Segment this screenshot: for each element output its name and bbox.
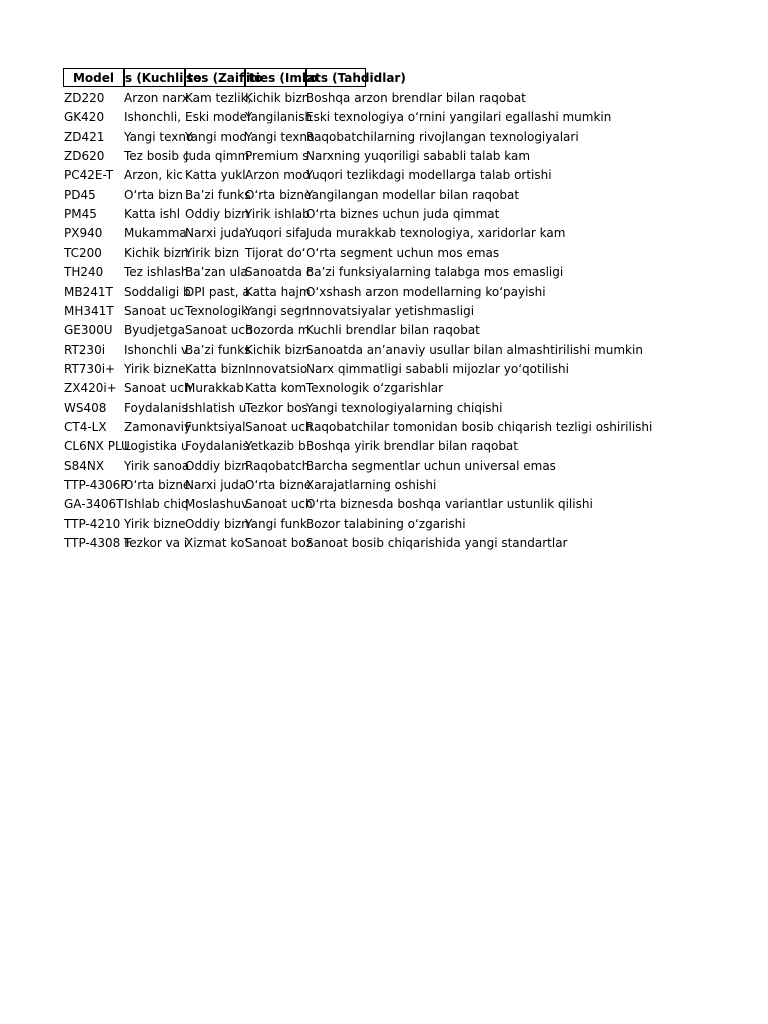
model-cell[interactable]: PX940 <box>64 226 103 241</box>
opportunities-cell[interactable]: Yirik ishlab <box>245 207 310 222</box>
opportunities-cell[interactable]: Kichik bizn <box>245 91 310 105</box>
strengths-cell[interactable]: Logistika u <box>124 439 189 454</box>
table-row <box>0 321 768 340</box>
weaknesses-cell[interactable]: Xizmat ko‘ <box>185 536 249 551</box>
threats-cell[interactable]: Xarajatlarning oshishi <box>306 478 437 492</box>
table-row <box>0 108 768 127</box>
strengths-cell[interactable]: Byudjetga <box>124 323 185 338</box>
table-row <box>0 515 768 534</box>
threats-cell[interactable]: Narxning yuqoriligi sababli talab kam <box>306 149 531 164</box>
strengths-cell[interactable]: O‘rta bizne <box>124 478 191 492</box>
table-row <box>0 224 768 243</box>
header-cell-opportunities[interactable]: ities (Imko <box>245 68 306 87</box>
weaknesses-cell[interactable]: Murakkab <box>185 381 244 396</box>
table-row <box>0 418 768 437</box>
strengths-cell[interactable]: Sanoat uc <box>124 303 184 318</box>
opportunities-cell[interactable]: Raqobatch <box>245 458 310 473</box>
opportunities-cell[interactable]: Kichik bizn <box>245 342 310 357</box>
strengths-cell[interactable]: Ishonchli, <box>124 110 182 125</box>
weaknesses-cell[interactable]: Sanoat uch <box>185 323 253 338</box>
strengths-cell[interactable]: Yangi texno <box>124 129 194 144</box>
weaknesses-cell[interactable]: Oddiy bizn <box>185 207 249 222</box>
model-cell[interactable]: CT4-LX <box>64 419 107 434</box>
weaknesses-cell[interactable]: Oddiy bizn <box>185 458 249 473</box>
threats-cell[interactable]: O‘rta segment uchun mos emas <box>306 245 500 260</box>
table-row <box>0 166 768 185</box>
threats-cell[interactable]: O‘rta biznesda boshqa variantlar ustunlik qilishi <box>306 497 593 512</box>
model-cell[interactable]: CL6NX PLU <box>64 439 130 454</box>
opportunities-cell[interactable]: Arzon mod <box>245 168 310 183</box>
strengths-cell[interactable]: O‘rta bizn <box>124 187 183 202</box>
table-row <box>0 379 768 398</box>
table-row <box>0 244 768 263</box>
strengths-cell[interactable]: Foydalanis <box>124 400 188 415</box>
header-cell-strengths[interactable]: s (Kuchli to <box>124 68 185 87</box>
threats-cell[interactable]: Yangilangan modellar bilan raqobat <box>306 187 520 202</box>
threats-cell[interactable]: Ba’zi funksiyalarning talabga mos emasligi <box>306 265 564 280</box>
strengths-cell[interactable]: Sanoat uch <box>124 381 192 396</box>
weaknesses-cell[interactable]: Kam tezlik, <box>185 91 252 105</box>
table-row <box>0 205 768 224</box>
weaknesses-cell[interactable]: Foydalanis <box>185 439 249 454</box>
strengths-cell[interactable]: Yirik bizne <box>124 516 186 531</box>
strengths-cell[interactable]: Kichik bizn <box>124 245 189 260</box>
opportunities-cell[interactable]: Yuqori sifa <box>245 226 307 241</box>
header-cell-model[interactable]: Model <box>63 68 124 87</box>
table-row <box>0 263 768 282</box>
model-cell[interactable]: PC42E-T <box>64 168 114 183</box>
model-cell[interactable]: PM45 <box>64 207 97 222</box>
weaknesses-cell[interactable]: Juda qimm <box>185 149 250 164</box>
strengths-cell[interactable]: Yirik sanoa <box>124 458 190 473</box>
weaknesses-cell[interactable]: Narxi juda <box>185 478 247 492</box>
model-cell[interactable]: TC200 <box>64 245 102 260</box>
model-cell[interactable]: WS408 <box>64 400 107 415</box>
table-row <box>0 476 768 495</box>
threats-cell[interactable]: O‘rta biznes uchun juda qimmat <box>306 207 500 222</box>
model-cell[interactable]: TH240 <box>64 265 104 280</box>
threats-cell[interactable]: Texnologik o‘zgarishlar <box>306 381 444 396</box>
model-cell[interactable]: S84NX <box>64 458 105 473</box>
opportunities-cell[interactable]: Yangilanish <box>245 110 313 125</box>
opportunities-cell[interactable]: O‘rta bizne <box>245 478 312 492</box>
threats-cell[interactable]: Barcha segmentlar uchun universal emas <box>306 458 556 473</box>
threats-cell[interactable]: Boshqa arzon brendlar bilan raqobat <box>306 91 526 105</box>
weaknesses-cell[interactable]: Ba’zi funks <box>185 342 251 357</box>
table-row <box>0 341 768 360</box>
table-row <box>0 437 768 456</box>
strengths-cell[interactable]: Ishlab chiq <box>124 497 189 512</box>
strengths-cell[interactable]: Zamonaviy <box>124 419 192 434</box>
threats-cell[interactable]: Yangi texnologiyalarning chiqishi <box>306 400 503 415</box>
opportunities-cell[interactable]: O‘rta bizne <box>245 187 312 202</box>
threats-cell[interactable]: Raqobatchilar tomonidan bosib chiqarish tezligi oshirilishi <box>306 419 653 434</box>
model-cell[interactable]: ZD220 <box>64 91 105 105</box>
weaknesses-cell[interactable]: DPI past, a <box>185 284 250 299</box>
threats-cell[interactable]: Juda murakkab texnologiya, xaridorlar kam <box>306 226 566 241</box>
model-cell[interactable]: GA-3406T <box>64 497 124 512</box>
table-row <box>0 186 768 205</box>
table-row <box>0 89 768 108</box>
threats-cell[interactable]: Bozor talabining o‘zgarishi <box>306 516 466 531</box>
table-row <box>0 495 768 514</box>
opportunities-cell[interactable]: Katta hajm <box>245 284 311 299</box>
table-row <box>0 283 768 302</box>
strengths-cell[interactable]: Ishonchli v <box>124 342 189 357</box>
table-row <box>0 534 768 553</box>
opportunities-cell[interactable]: Yangi texno <box>245 129 315 144</box>
table-row <box>0 128 768 147</box>
table-row <box>0 360 768 379</box>
strengths-cell[interactable]: Arzon, kic <box>124 168 183 183</box>
header-cell-weaknesses[interactable]: ses (Zaif to <box>185 68 245 87</box>
strengths-cell[interactable]: Tez ishlash <box>124 265 189 280</box>
strengths-cell[interactable]: Arzon narx <box>124 91 189 105</box>
model-cell[interactable]: TTP-4308 F <box>64 536 132 551</box>
strengths-cell[interactable]: Soddaligi b <box>124 284 191 299</box>
threats-cell[interactable]: Innovatsiyalar yetishmasligi <box>306 303 475 318</box>
model-cell[interactable]: ZX420i+ <box>64 381 117 396</box>
threats-cell[interactable]: Boshqa yirik brendlar bilan raqobat <box>306 439 518 454</box>
weaknesses-cell[interactable]: Yangi mod <box>185 129 248 144</box>
strengths-cell[interactable]: Katta ishl <box>124 207 181 222</box>
model-cell[interactable]: RT730i+ <box>64 361 116 376</box>
strengths-cell[interactable]: Tez bosib c <box>124 149 190 164</box>
model-cell[interactable]: ZD421 <box>64 129 105 144</box>
model-cell[interactable]: ZD620 <box>64 149 105 164</box>
weaknesses-cell[interactable]: Ba’zi funks <box>185 187 251 202</box>
table-row <box>0 302 768 321</box>
model-cell[interactable]: TTP-4306P <box>64 478 128 492</box>
table-row <box>0 457 768 476</box>
strengths-cell[interactable]: Yirik bizne <box>124 361 186 376</box>
strengths-cell[interactable]: Mukamma <box>124 226 187 241</box>
opportunities-cell[interactable]: Innovatsio <box>245 361 308 376</box>
strengths-cell[interactable]: Tezkor va i <box>124 536 188 551</box>
opportunities-cell[interactable]: Yangi funk <box>245 516 307 531</box>
threats-cell[interactable]: Raqobatchilarning rivojlangan texnologiyalari <box>306 129 579 144</box>
opportunities-cell[interactable]: Sanoatda c <box>245 265 313 280</box>
opportunities-cell[interactable]: Tijorat do‘ <box>245 245 306 260</box>
weaknesses-cell[interactable]: Ishlatish u <box>185 400 247 415</box>
opportunities-cell[interactable]: Sanoat uch <box>245 497 313 512</box>
opportunities-cell[interactable]: Tezkor bos <box>245 400 308 415</box>
table-row <box>0 147 768 166</box>
weaknesses-cell[interactable]: Eski model <box>185 110 251 125</box>
threats-cell[interactable]: Sanoatda an’anaviy usullar bilan almashtirilishi mumkin <box>306 342 643 357</box>
weaknesses-cell[interactable]: Ba’zan ula <box>185 265 248 280</box>
opportunities-cell[interactable]: Yetkazib b <box>245 439 306 454</box>
threats-cell[interactable]: Kuchli brendlar bilan raqobat <box>306 323 480 338</box>
threats-cell[interactable]: Yuqori tezlikdagi modellarga talab ortishi <box>306 168 552 183</box>
opportunities-cell[interactable]: Bozorda m <box>245 323 310 338</box>
weaknesses-cell[interactable]: Moslashuv <box>185 497 249 512</box>
weaknesses-cell[interactable]: Katta yukl <box>185 168 246 183</box>
threats-cell[interactable]: Sanoat bosib chiqarishida yangi standartlar <box>306 536 568 551</box>
opportunities-cell[interactable]: Sanoat boz <box>245 536 313 551</box>
opportunities-cell[interactable]: Premium s <box>245 149 309 164</box>
opportunities-cell[interactable]: Sanoat uch <box>245 419 313 434</box>
model-cell[interactable]: MB241T <box>64 284 113 299</box>
model-cell[interactable]: GE300U <box>64 323 113 338</box>
model-cell[interactable]: PD45 <box>64 187 96 202</box>
table-row <box>0 399 768 418</box>
threats-cell[interactable]: O‘xshash arzon modellarning ko‘payishi <box>306 284 546 299</box>
weaknesses-cell[interactable]: Yirik bizn <box>185 245 240 260</box>
opportunities-cell[interactable]: Katta kom <box>245 381 307 396</box>
model-cell[interactable]: RT230i <box>64 342 106 357</box>
weaknesses-cell[interactable]: Narxi juda <box>185 226 247 241</box>
weaknesses-cell[interactable]: Texnologik <box>185 303 249 318</box>
model-cell[interactable]: TTP-4210 <box>64 516 121 531</box>
opportunities-cell[interactable]: Yangi segn <box>245 303 310 318</box>
model-cell[interactable]: GK420 <box>64 110 105 125</box>
weaknesses-cell[interactable]: Funktsiyal <box>185 419 246 434</box>
header-cell-threats[interactable]: ats (Tahdidlar) <box>306 68 366 87</box>
header-row <box>0 68 768 87</box>
weaknesses-cell[interactable]: Katta bizn <box>185 361 246 376</box>
threats-cell[interactable]: Eski texnologiya o‘rnini yangilari egallashi mumkin <box>306 110 612 125</box>
threats-cell[interactable]: Narx qimmatligi sababli mijozlar yo‘qotilishi <box>306 361 569 376</box>
model-cell[interactable]: MH341T <box>64 303 114 318</box>
weaknesses-cell[interactable]: Oddiy bizn <box>185 516 249 531</box>
